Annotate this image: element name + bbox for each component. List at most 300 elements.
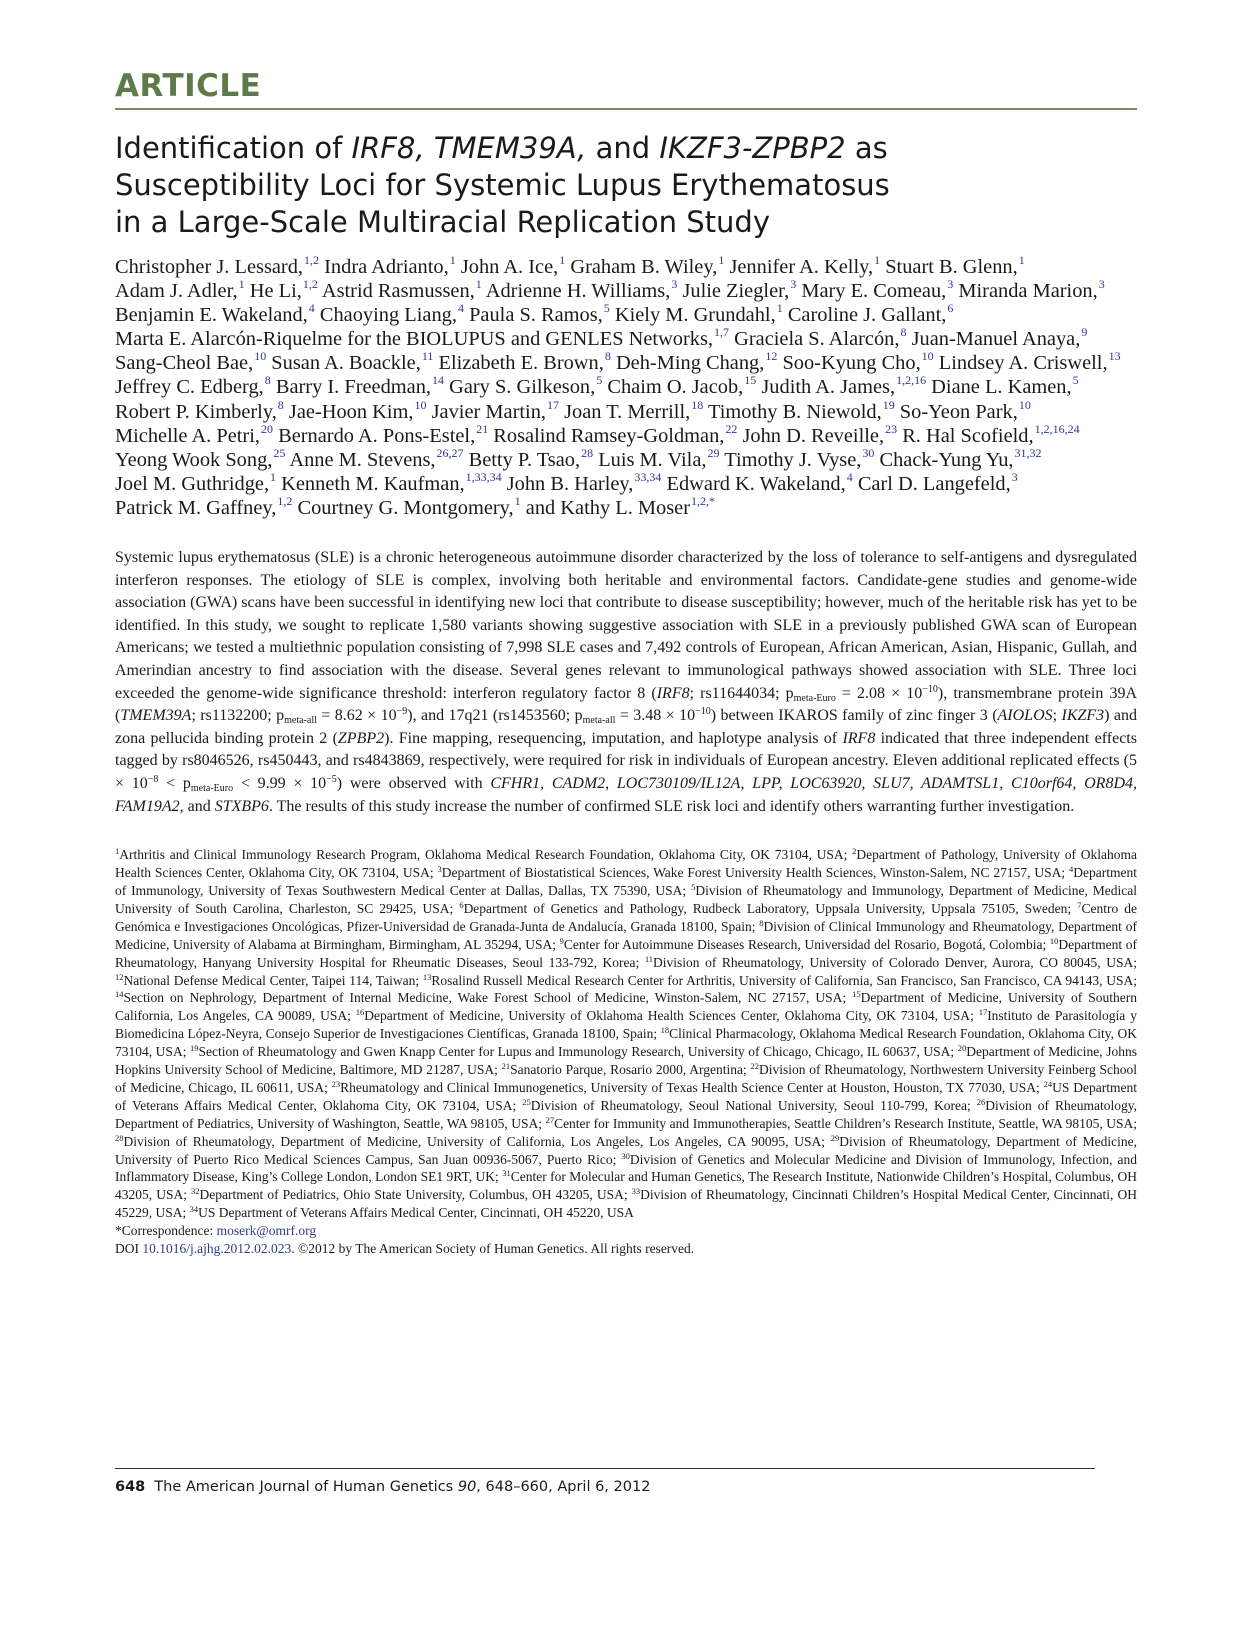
author <box>115 397 284 423</box>
author-name: He Li, <box>249 280 302 303</box>
author-affiliation-ref[interactable]: 1,2 <box>304 253 320 267</box>
author <box>666 469 853 495</box>
author-name: Jeffrey C. Edberg, <box>115 376 264 399</box>
affiliation-text: Division of Rheumatology, Department of Pediatrics, University of Washington, Seattle, WA 98105, USA; <box>115 1097 1137 1131</box>
abstract-segment: −8 <box>147 773 159 785</box>
affiliation-text: US Department of Veterans Affairs Medical Center, Oklahoma City, OK 73104, USA; <box>115 1079 1137 1113</box>
author-affiliation-ref[interactable]: 1 <box>270 469 277 484</box>
abstract-segment: IRF8 <box>842 729 876 747</box>
author-affiliation-ref[interactable]: 10 <box>414 397 427 412</box>
author-name: Joan T. Merrill, <box>564 400 691 423</box>
author <box>469 301 610 327</box>
correspondence-label: *Correspondence: <box>115 1223 217 1239</box>
affiliation-text: Section on Nephrology, Department of Internal Medicine, Wake Forest School of Medicine, Winston-Salem, NC 27157, USA; <box>123 990 853 1006</box>
author-name: and Kathy L. Moser <box>525 496 690 519</box>
author <box>782 349 934 375</box>
author-name: Barry I. Freedman, <box>275 376 431 399</box>
author-affiliation-ref[interactable]: 26,27 <box>436 445 464 460</box>
author-affiliation-ref[interactable]: 1,2,16,24 <box>1034 421 1080 436</box>
author-name: Christopher J. Lessard, <box>115 256 304 278</box>
author-name: Sang-Cheol Bae, <box>115 352 254 375</box>
affiliation-number: 31 <box>502 1168 511 1179</box>
abstract-segment: ; rs11644034; p <box>689 684 794 702</box>
title-gene-ikzf3: IKZF3-ZPBP2 <box>659 131 846 165</box>
author <box>570 253 725 278</box>
author-name: John D. Reveille, <box>742 424 885 447</box>
author <box>614 301 783 327</box>
affiliation-number: 28 <box>115 1132 124 1143</box>
affiliation-text: Section of Rheumatology and Gwen Knapp Center for Lupus and Immunology Research, University of Chicago, Chicago, IL 60637, USA; <box>198 1044 958 1060</box>
abstract-segment: = 3.48 × 10 <box>615 707 696 725</box>
abstract-segment: = 8.62 × 10 <box>316 707 397 725</box>
author <box>275 373 444 399</box>
abstract-segment: −5 <box>326 773 337 785</box>
author-affiliation-ref[interactable]: 20 <box>260 421 273 436</box>
abstract-segment: ). Fine mapping, resequencing, imputation, and haplotype analysis of <box>384 729 843 747</box>
affiliation-text: Sanatorio Parque, Rosario 2000, Argentina; <box>510 1062 751 1078</box>
journal-name: The American Journal of Human Genetics <box>154 1479 458 1495</box>
author <box>734 325 907 351</box>
author <box>902 421 1080 447</box>
author-affiliation-ref[interactable]: 1 <box>475 277 482 292</box>
abstract-segment: CFHR1, CADM2, LOC730109/IL12A, LPP, LOC63920, SLU7, ADAMTSL1, C10orf64, OR8D4, FAM19A2, <box>115 774 1137 815</box>
author-affiliation-ref[interactable]: 1,2 <box>302 277 318 292</box>
author-affiliation-ref[interactable]: 8 <box>900 325 907 340</box>
affiliation-text: Department of Pathology, University of Oklahoma Health Sciences Center, Oklahoma City, OK 73104, USA; <box>115 847 1137 881</box>
affiliation-text: Clinical Pharmacology, Oklahoma Medical Research Foundation, Oklahoma City, OK 73104, USA; <box>115 1026 1137 1060</box>
section-label: ARTICLE <box>115 68 262 104</box>
author <box>115 253 320 278</box>
author <box>115 325 730 351</box>
author-affiliation-ref[interactable]: 5 <box>596 373 603 388</box>
author <box>288 397 427 423</box>
affiliation-number: 30 <box>621 1150 630 1161</box>
author <box>879 445 1042 471</box>
abstract-segment: meta-all <box>284 715 317 727</box>
affiliation-text: Division of Rheumatology and Immunology, Department of Medicine, Medical University of South Carolina, Charleston, SC 29425, USA; <box>115 882 1137 916</box>
author <box>115 421 273 447</box>
author-affiliation-ref[interactable]: 6 <box>947 301 954 316</box>
affiliation-text: Department of Rheumatology, Hanyang University Hospital for Rheumatic Diseases, Seoul 133-792, Korea; <box>115 936 1138 970</box>
abstract-segment: STXBP6 <box>214 797 269 815</box>
doi-line <box>115 1240 1137 1258</box>
author-name: Chack-Yung Yu, <box>879 448 1014 471</box>
doi-copyright: . ©2012 by The American Society of Human Genetics. All rights reserved. <box>291 1241 695 1257</box>
author-name: Joel M. Guthridge, <box>115 472 270 495</box>
author-affiliation-ref[interactable]: 3 <box>671 277 678 292</box>
author-affiliation-ref[interactable]: 5 <box>1072 373 1079 388</box>
author-name: Graciela S. Alarcón, <box>734 328 900 351</box>
affiliation-number: 8 <box>759 917 764 928</box>
author-name: Deh-Ming Chang, <box>615 352 765 375</box>
abstract-segment: ; <box>1052 707 1062 725</box>
author <box>506 469 662 495</box>
author-affiliation-ref[interactable]: 4 <box>308 301 315 316</box>
doi-label: DOI <box>115 1241 143 1257</box>
affiliation-text: Division of Rheumatology, Cincinnati Children’s Hospital Medical Center, Cincinnati, OH 45229, USA; <box>115 1187 1137 1221</box>
author-name: Carl D. Langefeld, <box>857 472 1011 495</box>
author <box>525 493 715 519</box>
author <box>931 373 1079 399</box>
author <box>607 373 757 399</box>
affiliation-number: 32 <box>191 1186 200 1197</box>
author-affiliation-ref[interactable]: 22 <box>725 421 738 436</box>
affiliation-number: 22 <box>750 1061 760 1072</box>
author-name: Kenneth M. Kaufman, <box>281 472 465 495</box>
author-affiliation-ref[interactable]: 29 <box>707 445 720 460</box>
author-affiliation-ref[interactable]: 10 <box>254 349 267 364</box>
abstract-segment: IKZF3 <box>1061 707 1105 725</box>
author-name: Jennifer A. Kelly, <box>729 256 874 278</box>
footer-rule <box>115 1468 1095 1469</box>
affiliation-number: 14 <box>115 989 124 1000</box>
abstract-segment: −10 <box>922 683 938 695</box>
affiliation-number: 7 <box>1077 899 1082 910</box>
author-affiliation-ref[interactable]: 33,34 <box>634 469 662 484</box>
abstract-segment: = 2.08 × 10 <box>835 684 923 702</box>
author-name: Timothy B. Niewold, <box>707 400 882 423</box>
abstract-segment: Systemic lupus erythematosus (SLE) is a chronic heterogeneous autoimmune disorder characterized by the loss of tolerance to self-antigens and dysregulated interferon responses. The etiology of SLE is complex, involving both heritable and environmental factors. Candidate-gene studies and genome-wide association (GWA) scans have been successful in identifying new loci that contribute to disease susceptibility; however, much of the heritable risk has yet to be identified. In this study, we sought to replicate 1,580 variants showing suggestive association with SLE in a previously published GWA scan of European Americans; we tested a multiethnic population consisting of 7,998 SLE cases and 7,492 controls of European, African American, Asian, Hispanic, Gullah, and Amerindian ancestry to find association with the disease. Several genes relevant to immunological pathways showed association with SLE. Three loci exceeded the genome-wide significance threshold: interferon regulatory factor 8 ( <box>115 549 1137 702</box>
affiliation-text: Division of Rheumatology, Seoul National University, Seoul 110-799, Korea; <box>530 1097 977 1113</box>
correspondence <box>115 1222 1137 1240</box>
author-affiliation-ref[interactable]: 1,2,16 <box>896 373 927 388</box>
title-gene-tmem39a: TMEM39A, <box>433 131 587 165</box>
affiliation-number: 29 <box>830 1132 840 1143</box>
abstract-segment: . The results of this study increase the number of confirmed SLE risk loci and identify others warranting further investigation. <box>268 797 1075 815</box>
author-affiliation-ref[interactable]: 3 <box>1098 277 1105 292</box>
author-name: Michelle A. Petri, <box>115 424 260 447</box>
author-name: Adam J. Adler, <box>115 280 238 303</box>
title-gene-irf8: IRF8, <box>351 131 425 165</box>
author-affiliation-ref[interactable]: 12 <box>765 349 778 364</box>
article-page <box>115 60 1137 1258</box>
author <box>278 421 489 447</box>
affiliation-text: Rheumatology and Clinical Immunogenetics, University of Texas Health Science Center at Houston, Houston, TX 77030, USA; <box>340 1079 1044 1095</box>
author-affiliation-ref[interactable]: 8 <box>604 349 611 364</box>
abstract-segment: AIOLOS <box>997 707 1053 725</box>
abstract-segment: ; rs1132200; p <box>191 707 285 725</box>
author-affiliation-ref[interactable]: 18 <box>691 397 704 412</box>
author <box>761 373 927 399</box>
affiliation-text: Rosalind Russell Medical Research Center for Arthritis, University of California, San Francisco, San Francisco, CA 94143, USA; <box>431 972 1137 988</box>
affiliation-text: Division of Rheumatology, Northwestern University Feinberg School of Medicine, Chicago, IL 60611, USA; <box>115 1062 1137 1095</box>
author-affiliation-ref[interactable]: 5 <box>603 301 610 316</box>
author <box>485 277 678 303</box>
author-name: Julie Ziegler, <box>682 280 790 303</box>
author-name: Kiely M. Grundahl, <box>614 304 776 327</box>
author-affiliation-ref[interactable]: 13 <box>1108 349 1121 364</box>
author <box>493 421 738 447</box>
author-name: Luis M. Vila, <box>598 448 707 471</box>
affiliation-number: 12 <box>115 971 124 982</box>
author <box>115 493 293 519</box>
author-name: Gary S. Gilkeson, <box>449 376 596 399</box>
author-name: John A. Ice, <box>460 256 559 278</box>
author <box>885 253 1025 278</box>
author <box>289 445 464 471</box>
author-name: Stuart B. Glenn, <box>885 256 1018 278</box>
abstract-segment: indicated that three independent effects tagged by rs8046526, rs450443, and rs4843869, respectively, were required for risk in individuals of European ancestry. Eleven additional replicated effects (5 × 10 <box>115 729 1137 792</box>
affiliation-text: Division of Genetics and Molecular Medicine and Division of Immunology, Infection, and Inflammatory Disease, King’s College London, London SE1 9RT, UK; <box>115 1151 1137 1185</box>
author-affiliation-ref[interactable]: 1 <box>514 493 521 508</box>
author <box>297 493 521 519</box>
affiliation-text: Department of Medicine, Johns Hopkins University School of Medicine, Baltimore, MD 21287, USA; <box>115 1044 1137 1078</box>
author <box>271 349 434 375</box>
author-affiliation-ref[interactable]: 28 <box>581 445 594 460</box>
author <box>115 445 286 471</box>
affiliation-text: Department of Immunology, University of Texas Southwestern Medical Center at Dallas, Dallas, TX 75390, USA; <box>115 865 1138 898</box>
affiliation-number: 2 <box>852 846 857 857</box>
affiliation-number: 20 <box>957 1043 967 1054</box>
author-name: Paula S. Ramos, <box>469 304 603 327</box>
author-affiliation-ref[interactable]: 10 <box>1018 397 1031 412</box>
author-affiliation-ref[interactable]: 30 <box>862 445 875 460</box>
doi-link[interactable]: 10.1016/j.ajhg.2012.02.023 <box>142 1241 292 1257</box>
author <box>564 397 704 423</box>
author <box>115 301 315 327</box>
author-affiliation-ref[interactable]: 8 <box>277 397 284 412</box>
affiliation-number: 21 <box>501 1061 511 1072</box>
abstract-segment: ) were observed with <box>336 774 491 792</box>
author <box>899 397 1031 423</box>
author <box>468 445 594 471</box>
affiliation-number: 10 <box>1049 935 1059 946</box>
affiliation-number: 17 <box>978 1007 988 1018</box>
author-name: Graham B. Wiley, <box>570 256 718 278</box>
author <box>115 373 271 399</box>
journal-volume: 90 <box>457 1479 477 1495</box>
affiliation-text: Department of Genetics and Pathology, Rudbeck Laboratory, Uppsala University, Uppsala 75105, Sweden; <box>463 900 1078 916</box>
page-footer <box>115 1479 1095 1495</box>
author <box>801 277 954 303</box>
author-name: Adrienne H. Williams, <box>485 280 671 303</box>
affiliation-text: Department of Pediatrics, Ohio State University, Columbus, OH 43205, USA; <box>199 1187 632 1203</box>
author-affiliation-ref[interactable]: 17 <box>547 397 559 412</box>
affiliation-text: Center for Immunity and Immunotherapies, Seattle Children’s Research Institute, Seattle, WA 98105, USA; <box>554 1115 1137 1131</box>
title-suffix: as Susceptibility Loci for Systemic Lupus Erythematosus in a Large-Scale Multiracial Replication Study <box>115 131 890 239</box>
author-name: Astrid Rasmussen, <box>321 280 475 303</box>
affiliation-number: 24 <box>1043 1078 1053 1089</box>
author-affiliation-ref[interactable]: 4 <box>846 469 853 484</box>
author <box>321 277 482 303</box>
author-name: Benjamin E. Wakeland, <box>115 304 308 327</box>
abstract-segment: meta-all <box>582 715 616 727</box>
correspondence-email-link[interactable]: moserk@omrf.org <box>216 1223 317 1239</box>
author-name: Elizabeth E. Brown, <box>438 352 604 375</box>
author-name: Diane L. Kamen, <box>931 376 1072 399</box>
author-name: Jae-Hoon Kim, <box>288 400 414 423</box>
author-affiliation-ref[interactable]: 1 <box>874 253 881 267</box>
abstract-segment: meta-Euro <box>793 692 836 704</box>
author <box>449 373 603 399</box>
affiliation-number: 3 <box>437 864 442 875</box>
affiliation-number: 18 <box>660 1025 670 1036</box>
author <box>460 253 566 278</box>
abstract-segment: IRF8 <box>656 684 690 702</box>
affiliation-text: Department of Medicine, University of Southern California, Los Angeles, CA 90089, USA; <box>115 990 1137 1024</box>
affiliation-number: 4 <box>1069 864 1074 875</box>
author <box>115 349 267 375</box>
affiliation-text: US Department of Veterans Affairs Medical Center, Cincinnati, OH 45220, USA <box>198 1205 634 1221</box>
author <box>911 325 1088 351</box>
author <box>724 445 875 471</box>
author-list <box>115 255 1137 520</box>
abstract-segment: < 9.99 × 10 <box>233 774 327 792</box>
affiliation-text: Division of Rheumatology, Department of Medicine, University of California, Los Angeles, Los Angeles, CA 90095, USA; <box>123 1133 831 1149</box>
affiliation-text: National Defense Medical Center, Taipei 114, Taiwan; <box>123 972 423 988</box>
author-name: Soo-Kyung Cho, <box>782 352 921 375</box>
author-name: Betty P. Tsao, <box>468 448 581 471</box>
author-name: Caroline J. Gallant, <box>787 304 947 327</box>
affiliation-text: Center for Autoimmune Diseases Research, Universidad del Rosario, Bogotá, Colombia; <box>563 936 1050 952</box>
abstract-segment: ZPBP2 <box>337 729 385 747</box>
author-name: Timothy J. Vyse, <box>724 448 862 471</box>
author <box>281 469 502 495</box>
author-affiliation-ref[interactable]: 1 <box>718 253 725 267</box>
abstract-segment: −10 <box>695 706 711 718</box>
affiliation-number: 33 <box>631 1186 641 1197</box>
article-title <box>115 130 915 241</box>
author-name: Lindsey A. Criswell, <box>938 352 1108 375</box>
author-name: Marta E. Alarcón-Riquelme for the BIOLUPUS and GENLES Networks, <box>115 328 714 351</box>
author <box>115 469 277 495</box>
author-affiliation-ref[interactable]: 23 <box>885 421 898 436</box>
page-number: 648 <box>115 1479 146 1495</box>
abstract-segment: TMEM39A <box>120 707 192 725</box>
abstract-segment: ), transmembrane protein 39A ( <box>115 684 1138 725</box>
author-name: Yeong Wook Song, <box>115 448 273 471</box>
author-affiliation-ref[interactable]: 11 <box>421 349 434 364</box>
author-name: John B. Harley, <box>506 472 634 495</box>
title-sep-1 <box>425 131 434 165</box>
author-affiliation-ref[interactable]: 1 <box>238 277 245 292</box>
author <box>958 277 1105 303</box>
affiliation-text: Division of Clinical Immunology and Rheumatology, Department of Medicine, University of Alabama at Birmingham, Birmingham, AL 35294, USA; <box>115 918 1137 952</box>
author <box>598 445 720 471</box>
author <box>938 349 1121 375</box>
author <box>438 349 611 375</box>
affiliation-text: Centro de Genómica e Investigaciones Oncológicas, Pfizer-Universidad de Granada-Junta de Andalucía, Granada 18100, Spain; <box>115 900 1137 934</box>
author-name: Javier Martin, <box>431 400 546 423</box>
affiliation-number: 15 <box>852 989 861 1000</box>
abstract-segment: and <box>183 797 215 815</box>
abstract-segment: < p <box>158 774 191 792</box>
author-affiliation-ref[interactable]: 1,7 <box>714 325 730 340</box>
title-sep-2: and <box>586 131 660 165</box>
author <box>682 277 797 303</box>
author <box>615 349 778 375</box>
affiliation-number: 34 <box>189 1204 199 1215</box>
author <box>707 397 895 423</box>
author-name: R. Hal Scofield, <box>902 424 1034 447</box>
author-name: So-Yeon Park, <box>899 400 1018 423</box>
author-affiliation-ref[interactable]: 1,33,34 <box>465 469 502 484</box>
affiliation-number: 23 <box>331 1078 341 1089</box>
affiliation-text: Division of Rheumatology, Department of Medicine, University of Puerto Rico Medical Sciences Campus, San Juan 00936-5067, Puerto Rico; <box>115 1133 1137 1167</box>
affiliation-number: 26 <box>976 1096 986 1107</box>
title-prefix: Identification of <box>115 131 352 165</box>
affiliation-text: Instituto de Parasitología y Biomedicina López-Neyra, Consejo Superior de Investigaciones Científicas, Granada 18100, Spain; <box>115 1008 1137 1042</box>
affiliation-number: 6 <box>459 899 464 910</box>
author-name: Chaim O. Jacob, <box>607 376 744 399</box>
author-affiliation-ref[interactable]: 1,2,* <box>691 493 715 508</box>
author-name: Miranda Marion, <box>958 280 1098 303</box>
affiliation-number: 13 <box>422 971 432 982</box>
author <box>742 421 898 447</box>
affiliation-number: 11 <box>644 953 654 964</box>
affiliation-number: 16 <box>355 1007 365 1018</box>
affiliation-number: 1 <box>115 846 120 857</box>
abstract-segment: −9 <box>396 706 408 718</box>
author-name: Indra Adrianto, <box>324 256 449 278</box>
author-affiliation-ref[interactable]: 31,32 <box>1014 445 1042 460</box>
author-affiliation-ref[interactable]: 1 <box>449 253 456 267</box>
author-affiliation-ref[interactable]: 1,2 <box>277 493 293 508</box>
author-affiliation-ref[interactable]: 14 <box>432 373 444 388</box>
affiliation-number: 25 <box>522 1096 531 1107</box>
author-name: Juan-Manuel Anaya, <box>911 328 1081 351</box>
author-name: Patrick M. Gaffney, <box>115 496 277 519</box>
affiliation-number: 19 <box>190 1043 199 1054</box>
affiliation-text: Arthritis and Clinical Immunology Research Program, Oklahoma Medical Research Foundation, Oklahoma City, OK 73104, USA; <box>119 847 853 863</box>
author-name: Chaoying Liang, <box>319 304 457 327</box>
abstract-segment: ) between IKAROS family of zinc finger 3 ( <box>710 707 998 725</box>
author-affiliation-ref[interactable]: 15 <box>744 373 757 388</box>
author <box>787 301 954 327</box>
abstract-segment: meta-Euro <box>190 782 234 794</box>
affiliation-number: 5 <box>691 881 696 892</box>
abstract <box>115 547 1137 818</box>
affiliation-number: 27 <box>545 1114 555 1125</box>
affiliation-number: 9 <box>559 935 564 946</box>
author-name: Susan A. Boackle, <box>271 352 421 375</box>
affiliation-text: Department of Biostatistical Sciences, Wake Forest University Health Sciences, Winston-Salem, NC 27157, USA; <box>441 865 1070 881</box>
author-affiliation-ref[interactable]: 10 <box>921 349 934 364</box>
author-affiliation-ref[interactable]: 8 <box>264 373 271 388</box>
author-affiliation-ref[interactable]: 19 <box>882 397 895 412</box>
author-affiliation-ref[interactable]: 25 <box>273 445 286 460</box>
author-affiliation-ref[interactable]: 3 <box>947 277 954 292</box>
author <box>324 253 456 278</box>
abstract-segment: ), and 17q21 (rs1453560; p <box>407 707 583 725</box>
author-affiliation-ref[interactable]: 1 <box>559 253 566 267</box>
author <box>249 277 318 303</box>
abstract-segment: ) and zona pellucida binding protein 2 ( <box>115 707 1137 747</box>
author-affiliation-ref[interactable]: 9 <box>1081 325 1088 340</box>
author-affiliation-ref[interactable]: 1 <box>776 301 783 316</box>
author-affiliation-ref[interactable]: 3 <box>1011 469 1018 484</box>
affiliation-text: Center for Molecular and Human Genetics, The Research Institute, Nationwide Children’s Hospital, Columbus, OH 43205, USA; <box>115 1169 1137 1203</box>
author <box>729 253 881 278</box>
journal-pages-date: , 648–660, April 6, 2012 <box>476 1479 651 1495</box>
author-name: Anne M. Stevens, <box>289 448 436 471</box>
author <box>115 277 245 303</box>
author-affiliation-ref[interactable]: 1 <box>1018 253 1025 267</box>
author <box>431 397 559 423</box>
author-affiliation-ref[interactable]: 3 <box>790 277 797 292</box>
author-affiliation-ref[interactable]: 4 <box>457 301 464 316</box>
author-name: Mary E. Comeau, <box>801 280 947 303</box>
affiliation-text: Division of Rheumatology, University of Colorado Denver, Aurora, CO 80045, USA; <box>653 954 1137 970</box>
header-rule <box>115 108 1137 110</box>
author-name: Rosalind Ramsey-Goldman, <box>493 424 725 447</box>
author-affiliation-ref[interactable]: 21 <box>476 421 489 436</box>
author-name: Edward K. Wakeland, <box>666 472 846 495</box>
affiliations <box>115 846 1137 1222</box>
author-name: Judith A. James, <box>761 376 896 399</box>
author-name: Robert P. Kimberly, <box>115 400 277 423</box>
author-name: Courtney G. Montgomery, <box>297 496 514 519</box>
